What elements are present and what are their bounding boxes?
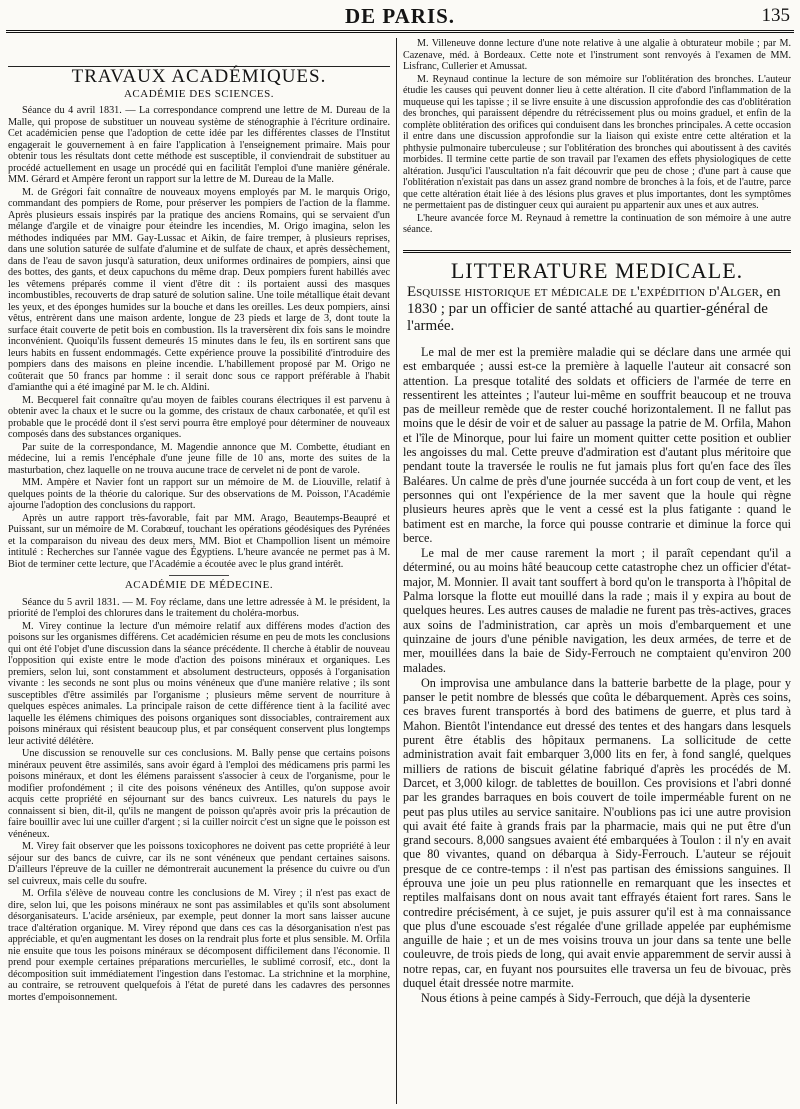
paragraph: M. Virey continue la lecture d'un mémoire relatif aux différens modes d'action des poisons sur les organismes différens. Cet académicien résume en peu de mots les conclusions qui ont été l'objet d'une discussion dans la séance précédente. Il cherche à établir de nouveau l'opposition qui existe entre le mode d'action des poisons minéraux et organiques. Les premiers, selon lui, sont constamment et absolument destructeurs, opposés à l'organisation vivante : les seconds ne sont plus ou moins vénéneux que d'une manière relative ; ils sont susceptibles d'être assimilés par l'organisme ; plusieurs même servent de nourriture à quelques espèces animales. La principale raison de cette différence tient à la facilité avec laquelle les élémens chimiques des poisons organiques sont dissociables, contrairement aux poisons minéraux qui résistent beaucoup plus, et par conséquent conservent plus longtemps leur activité délétère. [8, 620, 390, 747]
literature-title: LITTERATURE MEDICALE. [450, 257, 744, 283]
paragraph: L'heure avancée force M. Reynaud à remettre la continuation de son mémoire à une autre séance. [403, 212, 791, 235]
paragraph: Par suite de la correspondance, M. Magendie annonce que M. Combette, étudiant en médecine, lui a remis l'encéphale d'une jeune fille de 10 ans, morte des suites de la masturbation, chez laquelle on ne trouva aucune trace de cervelet ni de pont de varole. [8, 441, 390, 476]
paragraph: Après un autre rapport très-favorable, fait par MM. Arago, Beautemps-Beaupré et Puissant, sur un mémoire de M. Corabœuf, touchant les opérations géodésiques des Pyrénées et la comparaison du niveau des deux mers, MM. Biot et Champollion lisent un mémoire intitulé : Recherches sur l'année vague des Égyptiens. L'heure avancée ne permet pas à M. Biot de terminer cette lecture, que l'Académie a écoutée avec le plus grand intérêt. [8, 512, 390, 570]
paragraph: M. Orfila s'élève de nouveau contre les conclusions de M. Virey ; il n'est pas exact de dire, selon lui, que les poisons minéraux ne sont pas assimilables et qu'ils sont absolument désorganisateurs. L'acide arsénieux, par exemple, peut donner la mort sans laisser aucune trace d'altération organique. M. Virey répond que dans ces cas la désorganisation n'est pas appréciable, et qu'en augmentant les doses on la rendrait plus forte et plus sensible. M. Orfila nie ensuite que tous les poisons minéraux se décomposent difficilement dans l'économie. Il prend pour exemple certaines préparations mercurielles, le sublimé corrosif, etc., dont la décomposition suit immédiatement l'ingestion dans l'estomac. La strichnine et la morphine, au contraire, se retrouvent quelquefois à l'état de pureté dans les cadavres des personnes mortes d'empoisonnement. [8, 888, 390, 1003]
literature-subtitle [407, 284, 787, 335]
paragraph: M. Villeneuve donne lecture d'une note relative à une algalie à obturateur mobile ; par M. Cazenave, méd. à Bordeaux. Cette note et l'instrument sont renvoyés à l'examen de MM. Lisfranc, Cullerier et Amussat. [403, 38, 791, 72]
right-column [403, 38, 791, 1104]
section-double-rule [403, 250, 791, 253]
left-column [8, 38, 390, 1104]
subtitle-rest: , en 1830 ; par un officier de santé attaché au quartier-général de l'armée. [407, 284, 781, 334]
paragraph: Une discussion se renouvelle sur ces conclusions. M. Bally pense que certains poisons minéraux peuvent être assimilés, sans avoir égard à l'emploi des médicamens pris parmi les poisons minéraux, et dont les élémens paraissent s'associer à ceux de l'organisme, pour le modifier profondément ; il cite des poisons vénéneux des Antilles, qu'on suppose avoir acquis cette propriété en séjournant sur des bancs cuivreux. Les naturels du pays le connaissent si bien, dit-il, qu'ils ne mangent de poisson qu'après avoir pris la précaution de faire bouillir avec lui une cuiller d'argent ; si la cuiller noircit c'est un signe que le poisson est vénéneux. [8, 748, 390, 840]
page-header [6, 4, 794, 33]
literature-body [403, 345, 791, 1006]
paragraph: M. Reynaud continue la lecture de son mémoire sur l'oblitération des bronches. L'auteur étudie les causes qui peuvent donner lieu à cette altération. Il cite d'abord l'inflammation de la muqueuse qui les tapisse ; il se livre ensuite à une discussion approfondie des cas d'oblitération des bronches, qui paraissent dépendre du rétrécissement plus ou moins graduel, et enfin de la complète oblitération des orifices qui conduisent dans les bronches principales. A cette occasion il entre dans une discussion approfondie sur la liaison qui existe entre cette altération et la phthysie pulmonaire tuberculeuse ; sur l'oblitération des bronches qui aboutissent à des cavités morbides. Il termine cette partie de son travail par l'examen des effets physiologiques de cette altération. Jusqu'ici l'auscultation n'a fait découvrir que peu de chose ; d'une part à cause que l'oblitération n'existait pas dans un assez grand nombre de bronches à la fois, et de l'autre, parce que cette altération était liée à des lésions plus graves et plus importantes, dont les symptômes ne permettaient pas de distinguer ceux qui auraient pu appartenir aux unes et aux autres. [403, 73, 791, 211]
section-rule [169, 575, 229, 576]
subtitle-caps: Esquisse historique et médicale de l'expédition d'Alger [407, 284, 760, 300]
paragraph: MM. Ampère et Navier font un rapport sur un mémoire de M. de Liouville, relatif à quelques points de la théorie du calorique. Sur des observations de M. Poisson, l'Académie ajourne l'adoption des conclusions du rapport. [8, 477, 390, 511]
paragraph: M. de Grégori fait connaître de nouveaux moyens employés par M. le marquis Origo, commandant des pompiers de Rome, pour préserver les pompiers de l'action de la flamme. Après plusieurs essais inspirés par la pratique des anciens Romains, qui se servaient d'un mélange d'argile et de vinaigre pour éteindre les incendies, M. Origo imagina, selon les méthodes indiquées par MM. Gay-Lussac et Aikin, de faire tremper, à plusieurs reprises, dans une solution saturée de sulfate d'alumine et de sulfate de chaux, et après dessèchement, dans de l'eau de savon jusqu'à saturation, deux uniformes ordinaires de pompiers, ainsi que des bottes, des gants, et deux capuchons du même drap. Deux pompiers furent habillés avec les vêtemens préparés comme il vient d'être dit : ils portaient aussi des masques incombustibles, recouverts de drap saturé de solution saline. Une toile métallique était devant les yeux, et des éponges humides sur la bouche et dans les oreilles. Les deux pompiers, ainsi vêtus, entrèrent dans une maison ardente, longue de 23 pieds et large de 3, dont toute la surface était couverte de petit bois en combustion. Ils la traversèrent dix fois sans le moindre inconvénient. Quoiqu'ils fussent demeurés 15 minutes dans le feu, ils en sortirent sans que leurs habits en fussent endommagés. Cette expérience prouve la possibilité d'introduire des pompiers dans des maisons en pleine incendie. L'habillement proposé par M. Origo ne coûterait que 50 francs par homme : il serait donc sous ce rapport préférable à l'habit d'amianthe qui a été imaginé par M. le ch. Aldini. [8, 186, 390, 393]
paragraph: Le mal de mer cause rarement la mort ; il paraît cependant qu'il a déterminé, ou au moins hâté beaucoup cette catastrophe chez un officier d'état-major, M. Monnier. Il avait tant souffert à bord qu'on le transporta à l'hôpital de Palma lorsque la flotte eut mouillé dans la rade ; mais il y expira au bout de quelques heures. Les autres causes de maladie ne furent pas très-actives, graces aux soins de l'administration, car après un mois d'embarquement et une quinzaine de jours d'une pénible navigation, les deux armées, de terre et de mer, mouillées dans la baie de Sidy-Ferrouch ne comptaient qu'environ 200 malades. [403, 546, 791, 675]
paragraph: Séance du 5 avril 1831. — M. Foy réclame, dans une lettre adressée à M. le président, la priorité de l'emploi des chlorures dans le traitement du choléra-morbus. [8, 596, 390, 619]
page-number: 135 [761, 5, 790, 26]
newspaper-title: DE PARIS. [344, 4, 456, 28]
paragraph: On improvisa une ambulance dans la batterie barbette de la plage, pour y panser le petit nombre de blessés que coûta le débarquement. Après ces soins, ces braves furent transportés à bord des batimens de guerre, et plus tard à Mahon. Bientôt l'intendance eut dressé des tentes et des hangars dans lesquels purent être établis des hôpitaux permanens. La sollicitude de cette administration avait fait embarquer 3,000 lits en fer, à fond sanglé, quelques milliers de rations de biscuit gélatine fabriqué d'après les procédés de M. Darcet, et 3,000 kilogr. de tablettes de bouillon. Ces provisions et l'abri donné par les grandes barraques en bois couvert de toile imperméable furent on ne peut pas plus utiles au service sanitaire. N'oublions pas ici une autre provision qui avait été faite à grands frais par la pharmacie, mais qui ne put être d'un grand secours. 8,000 sangsues avaient été embarquées à Toulon : il n'y en avait que 80 vivantes, quand on débarqua à Sidy-Ferrouch. L'auteur se réjouit presque de ce contre-temps : il n'est pas partisan des émissions sanguines. Il éprouva une joie un peu plus rationnelle en remarquant que les insectes et reptiles malfaisans dont on nous avait tant effrayés étaient fort rares. Sans le contredire précisément, à ce sujet, je puis assurer qu'il est à ma connaissance que plus d'une escouade s'est régalée d'une grillade appelée par euphémisme anguille de haie ; et un de mes voisins trouva un jour dans sa tente une belle couleuvre, de trois pieds de long, qui avait envie apparemment de servir aussi à notre repas, car, en fuyant nos poursuites elle traversa un feu de bivouac, près duquel était dressée notre marmite. [403, 675, 791, 991]
paragraph: M. Virey fait observer que les poissons toxicophores ne doivent pas cette propriété à leur séjour sur des bancs de cuivre, car ils ne sont vénéneux que pendant certaines saisons. D'ailleurs l'épreuve de la cuiller ne démontrerait aucunement la présence du cuivre ou d'un sel cuivreux, mais celle du soufre. [8, 841, 390, 887]
paragraph: M. Becquerel fait connaître qu'au moyen de faibles courans électriques il est parvenu à obtenir avec la chaux et le sucre ou la gomme, des cristaux de chaux carbonatée, et qu'il est probable que le procédé dont il s'est servi pourra être employé pour déterminer de nouveaux composés dans des substances organiques. [8, 394, 390, 440]
section-title-travaux: TRAVAUX ACADÉMIQUES. [8, 66, 390, 83]
column-divider [396, 38, 397, 1104]
academy-medicine-heading: ACADÉMIE DE MÉDECINE. [124, 579, 274, 591]
academy-sciences-heading: ACADÉMIE DES SCIENCES. [123, 87, 275, 100]
paragraph: Séance du 4 avril 1831. — La correspondance comprend une lettre de M. Dureau de la Malle, qui propose de substituer un nouveau système de sténographie à l'écriture ordinaire. Cet académicien pense que l'adoption de cette idée par les différentes classes de l'Institut engagerait le gouvernement à en faire l'application à l'enseignement primaire. Mais pour obtenir tous les résultats dont cette méthode est susceptible, il conviendrait de substituer au procédé actuellement en usage un procédé qui en facilitât l'emploi d'une manière générale. MM. Gérard et Ampère feront un rapport sur la lettre de M. Dureau de la Malle. [8, 105, 390, 185]
paragraph: Le mal de mer est la première maladie qui se déclare dans une armée qui est embarquée ; aussi est-ce la première à laquelle l'auteur ait consacré son attention. La presque totalité des soldats et officiers de l'armée de terre en ressentirent les atteintes ; l'auteur lui-même en souffrit beaucoup et ne trouva pas de meilleur remède que de rester couché horizontalement. Il ne fallut pas moins que le désir de voir et de saluer au passage la patrie de M. Orfila, Mahon et l'île de Minorque, pour lui faire un moment quitter cette position et oublier les angoisses du mal. Cette preuve d'admiration est d'autant plus méritoire que pendant toute la traversée le roulis ne fut jamais plus fort qu'en face des îles Baléares. Un calme de près d'une journée succéda à un fort coup de vent, et les personnes qui ont l'expérience de la mer savent que la houle qui règne plusieurs heures après que le vent a cessé est la plus fatigante : quand le batiment est en marche, la force qui pousse contrarie et diminue la force qui berce. [403, 345, 791, 545]
paragraph: Nous étions à peine campés à Sidy-Ferrouch, que déjà la dysenterie [421, 991, 751, 1006]
